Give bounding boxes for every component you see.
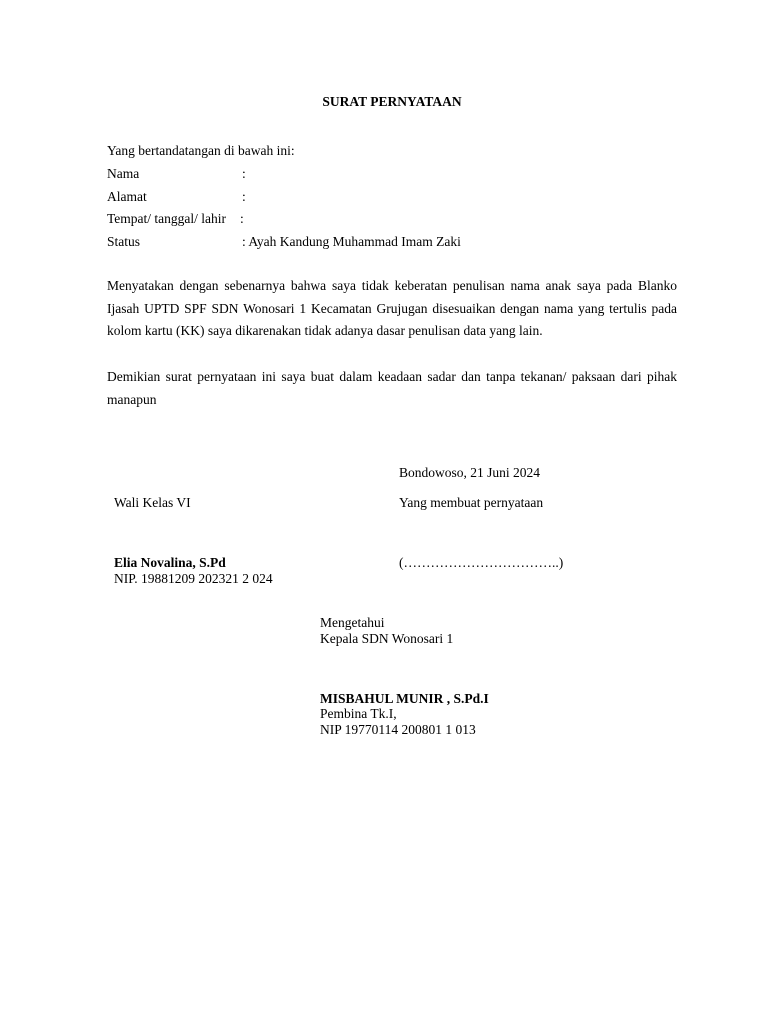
field-value-status: : Ayah Kandung Muhammad Imam Zaki [242, 234, 461, 249]
left-signer-role: Wali Kelas VI [114, 495, 191, 510]
statement-paragraph: Menyatakan dengan sebenarnya bahwa saya tidak keberatan penulisan nama anak saya pada Blanko Ijasah UPTD SPF SDN Wonosari 1 Kecamatan Grujugan disesuaikan dengan nama yang tertulis pada kolom kartu (KK) saya dikarenakan tidak adanya dasar penulisan data yang lain. [107, 278, 677, 339]
field-label-alamat: Alamat [107, 189, 147, 204]
field-value-ttl: : [240, 211, 244, 226]
closing-paragraph: Demikian surat pernyataan ini saya buat dalam keadaan sadar dan tanpa tekanan/ paksaan dari pihak manapun [107, 369, 677, 407]
right-signer-blank: (……………………………..) [399, 555, 564, 570]
field-value-nama: : [242, 166, 246, 181]
left-signer-name: Elia Novalina, S.Pd [114, 555, 226, 570]
principal-name: MISBAHUL MUNIR , S.Pd.I [320, 691, 489, 706]
left-signer-nip: NIP. 19881209 202321 2 024 [114, 571, 273, 586]
place-date: Bondowoso, 21 Juni 2024 [399, 465, 541, 480]
right-signer-role: Yang membuat pernyataan [399, 495, 544, 510]
field-label-status: Status [107, 234, 141, 249]
field-label-ttl: Tempat/ tanggal/ lahir [107, 211, 227, 226]
acknowledge-heading: Mengetahui [320, 615, 385, 630]
principal-nip: NIP 19770114 200801 1 013 [320, 722, 476, 737]
principal-title: Kepala SDN Wonosari 1 [320, 631, 454, 646]
field-value-alamat: : [242, 189, 246, 204]
document-title: SURAT PERNYATAAN [322, 94, 462, 109]
field-label-nama: Nama [107, 166, 140, 181]
principal-rank: Pembina Tk.I, [320, 706, 397, 721]
intro-text: Yang bertandatangan di bawah ini: [107, 143, 295, 158]
